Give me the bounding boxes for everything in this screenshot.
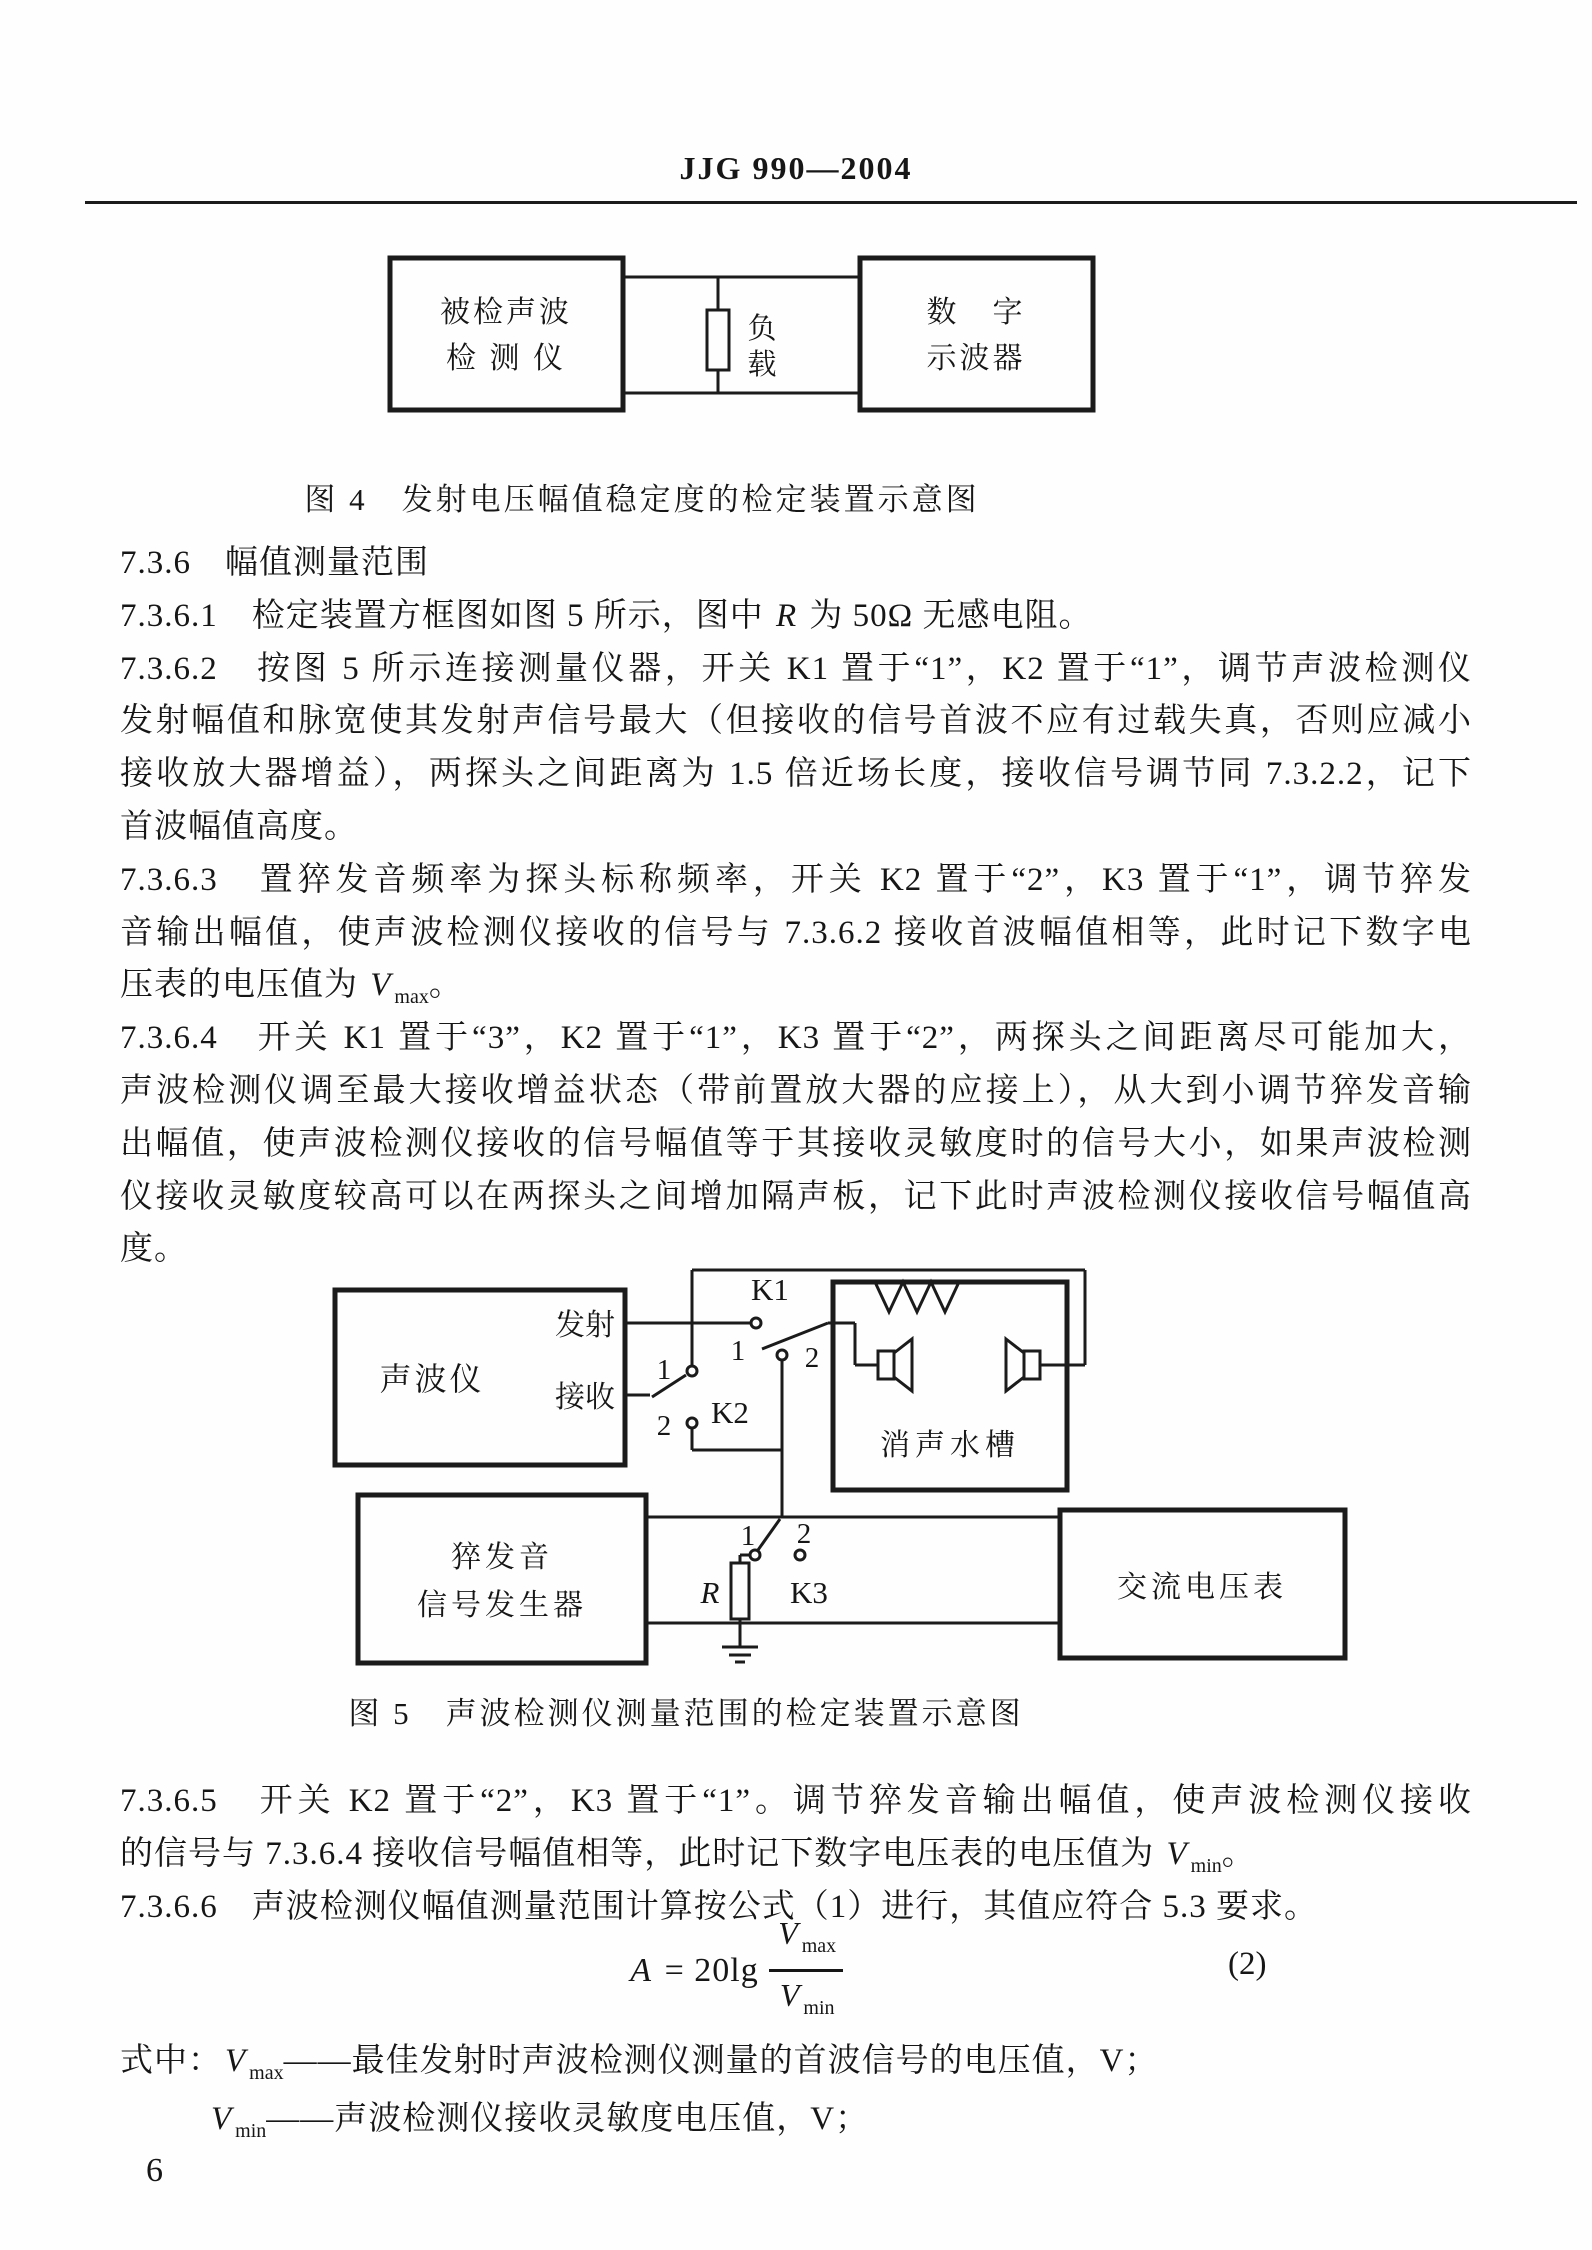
load-label-bottom: 载 bbox=[747, 349, 777, 381]
section-7-3-6-text bbox=[120, 537, 1472, 1276]
digital-oscilloscope-box bbox=[860, 258, 1093, 410]
switch-k2 bbox=[652, 1354, 749, 1442]
k1-label: K1 bbox=[751, 1272, 789, 1307]
text-line: 式中：V $_{max}$——最佳发射时声波检测仪测量的首波信号的电压值，V； bbox=[120, 2043, 1159, 2084]
k1-pos1-label: 1 bbox=[730, 1335, 746, 1367]
k2-label: K2 bbox=[711, 1395, 749, 1430]
k1-pos2-label: 2 bbox=[804, 1342, 820, 1374]
absorber-zigzag-icon bbox=[875, 1282, 959, 1312]
section-7-3-6-5-text bbox=[120, 1775, 1472, 1933]
load-label-top: 负 bbox=[747, 313, 777, 345]
formula-operator: = 20lg bbox=[664, 1951, 759, 1989]
text-line: 的信号与 7.3.6.4 接收信号幅值相等，此时记下数字电压表的电压值为 V $_{min}$。 bbox=[120, 1835, 1256, 1877]
sonic-instrument-label: 声波仪 bbox=[379, 1361, 485, 1397]
transducer-left-icon bbox=[878, 1339, 912, 1391]
document-header-title: JJG 990—2004 bbox=[679, 150, 913, 186]
resistor-r-label: R bbox=[700, 1575, 720, 1610]
fig4-wires bbox=[623, 277, 860, 393]
text-line: 发射幅值和脉宽使其发射声信号最大（但接收的信号首波不应有过载失真，否则应减小 bbox=[120, 703, 1472, 740]
page-number: 6 bbox=[146, 2152, 163, 2189]
water-tank-label: 消声水槽 bbox=[880, 1429, 1020, 1462]
text-line: 7.3.6.2 按图 5 所示连接测量仪器，开关 K1 置于“1”，K2 置于“1”，调节声波检测仪 bbox=[120, 650, 1472, 687]
text-line: 仪接收灵敏度较高可以在两探头之间增加隔声板，记下此时声波检测仪接收信号幅值高 bbox=[120, 1178, 1472, 1215]
text-line: 首波幅值高度。 bbox=[120, 808, 358, 845]
transmit-terminal-label: 发射 bbox=[555, 1309, 615, 1342]
figure4-diagram bbox=[0, 250, 1592, 420]
equation-number: (2) bbox=[1228, 1946, 1267, 1982]
k3-pos2-label: 2 bbox=[796, 1518, 812, 1550]
dut-sonic-detector-box bbox=[390, 258, 623, 410]
burst-generator-label-line2: 信号发生器 bbox=[417, 1589, 587, 1622]
k2-pos2-label: 2 bbox=[656, 1410, 672, 1442]
text-line: 音输出幅值，使声波检测仪接收的信号与 7.3.6.2 接收首波幅值相等，此时记下数字电 bbox=[120, 914, 1472, 951]
text-line: 压表的电压值为 V $_{max}$。 bbox=[120, 967, 463, 1009]
transducer-right-icon bbox=[1006, 1339, 1040, 1391]
text-line: 度。 bbox=[120, 1231, 188, 1268]
fraction-bar bbox=[769, 1969, 843, 1972]
oscilloscope-label-line1: 数 字 bbox=[926, 296, 1026, 329]
ac-voltmeter-label: 交流电压表 bbox=[1117, 1571, 1287, 1604]
text-line: 7.3.6 幅值测量范围 bbox=[120, 545, 429, 581]
figure5-diagram bbox=[0, 1255, 1592, 1675]
switch-k3 bbox=[741, 1518, 828, 1610]
text-line: 接收放大器增益），两探头之间距离为 1.5 倍近场长度，接收信号调节同 7.3.2.2，记下 bbox=[120, 756, 1472, 793]
dut-box-label-line2: 检 测 仪 bbox=[446, 342, 566, 375]
burst-generator-label-line1: 猝发音 bbox=[451, 1541, 553, 1574]
burst-generator-box bbox=[358, 1495, 646, 1663]
load-resistor-icon bbox=[707, 310, 729, 370]
dut-box-label-line1: 被检声波 bbox=[440, 296, 572, 329]
k2-pos1-label: 1 bbox=[656, 1354, 672, 1386]
ground-icon bbox=[722, 1647, 758, 1662]
text-line: V $_{min}$——声波检测仪接收灵敏度电压值，V； bbox=[211, 2101, 870, 2142]
k3-label: K3 bbox=[790, 1575, 828, 1610]
receive-terminal-label: 接收 bbox=[555, 1381, 615, 1414]
resistor-r-icon bbox=[731, 1563, 749, 1619]
text-line: 声波检测仪调至最大接收增益状态（带前置放大器的应接上），从大到小调节猝发音输 bbox=[120, 1072, 1472, 1109]
text-line: 7.3.6.3 置猝发音频率为探头标称频率，开关 K2 置于“2”，K3 置于“1”，调节猝发 bbox=[120, 861, 1472, 898]
text-line: 出幅值，使声波检测仪接收的信号幅值等于其接收灵敏度时的信号大小，如果声波检测 bbox=[120, 1125, 1472, 1162]
formula-legend-text bbox=[120, 2032, 1472, 2148]
text-line: 7.3.6.1 检定装置方框图如图 5 所示，图中 R 为 50Ω 无感电阻。 bbox=[120, 597, 1093, 634]
k3-pos1-label: 1 bbox=[740, 1520, 756, 1552]
formula-fraction: $\frac{V _{max}}{V _{min}}$ bbox=[769, 1912, 843, 2029]
figure5-caption: 图 5 声波检测仪测量范围的检定装置示意图 bbox=[348, 1696, 1024, 1731]
text-line: 7.3.6.5 开关 K2 置于“2”，K3 置于“1”。调节猝发音输出幅值，使声波检测仪接收 bbox=[120, 1783, 1472, 1819]
formula-lhs: A bbox=[630, 1951, 653, 1989]
text-line: 7.3.6.6 声波检测仪幅值测量范围计算按公式（1）进行，其值应符合 5.3 要求。 bbox=[120, 1888, 1318, 1925]
oscilloscope-label-line2: 示波器 bbox=[926, 342, 1026, 375]
header-rule bbox=[85, 201, 1577, 204]
figure4-caption: 图 4 发射电压幅值稳定度的检定装置示意图 bbox=[304, 482, 980, 517]
text-line: 7.3.6.4 开关 K1 置于“3”，K2 置于“1”，K3 置于“2”，两探头之间距离尽可能加大， bbox=[120, 1020, 1472, 1057]
